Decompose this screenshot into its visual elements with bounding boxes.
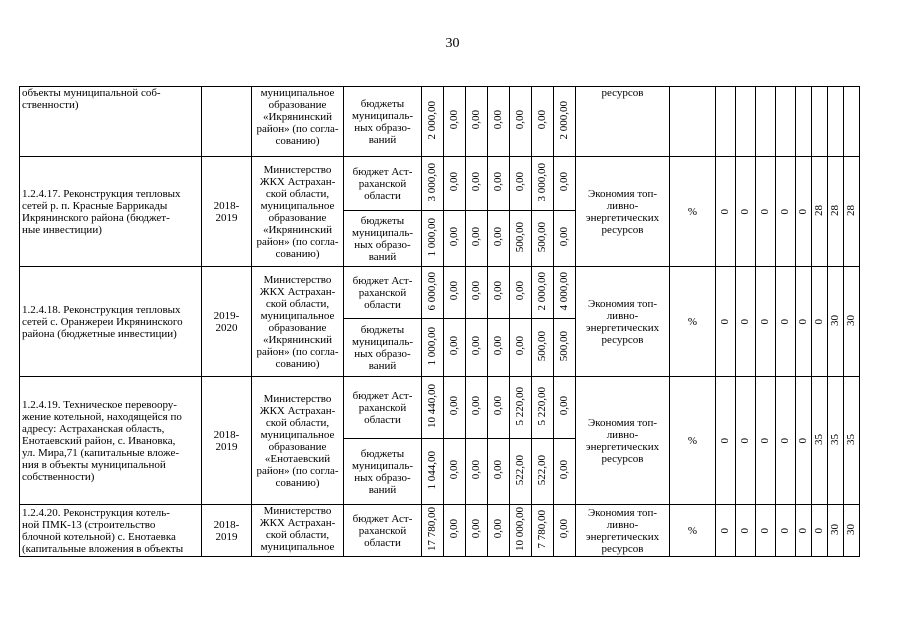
indicator-value: 0	[739, 209, 751, 215]
indicator-value: 0	[719, 438, 731, 444]
amount-value: 0,00	[470, 110, 482, 130]
amount-value-cell	[444, 211, 466, 267]
indicator-value: 35	[813, 433, 825, 445]
funding-source: бюджеты муниципаль- ных образо- ваний	[344, 87, 422, 157]
indicator-value: 0	[779, 319, 791, 325]
implementation-years	[202, 87, 252, 157]
indicator-value-cell	[736, 87, 756, 157]
amount-value: 522,00	[514, 454, 526, 486]
executor: Министерство ЖКХ Астрахан- ской области, муниципальное образование «Икрянинский район» (по согла- сованию)	[252, 157, 344, 267]
indicator-value: 35	[829, 433, 841, 445]
measure-name: 1.2.4.20. Реконструкция котель- ной ПМК-13 (строительство блочной котельной) с. Енотаевка (капитальные вложения в объекты	[20, 505, 202, 557]
indicator-value-cell	[796, 87, 812, 157]
measure-name: объекты муниципальной соб- ственности)	[20, 87, 202, 157]
amount-value: 0,00	[470, 281, 482, 301]
indicator-value-cell	[828, 377, 844, 505]
indicator-unit: %	[670, 505, 716, 557]
indicator-value-cell	[844, 87, 860, 157]
indicator-value-cell	[736, 157, 756, 267]
amount-value: 0,00	[514, 336, 526, 356]
indicator-unit: %	[670, 377, 716, 505]
amount-value: 0,00	[492, 460, 504, 480]
amount-value-cell	[510, 377, 532, 439]
indicator-value-cell	[776, 157, 796, 267]
indicator-value: 0	[797, 438, 809, 444]
amount-value-cell	[554, 377, 576, 439]
amount-value: 3 000,00	[426, 162, 438, 202]
amount-value-cell	[532, 87, 554, 157]
indicator-name: ресурсов	[576, 87, 670, 157]
indicator-value-cell	[796, 157, 812, 267]
indicator-value: 0	[739, 438, 751, 444]
funding-source: бюджет Аст- раханской области	[344, 377, 422, 439]
indicator-value: 30	[829, 314, 841, 326]
indicator-name: Экономия топ- ливно- энергетических ресурсов	[576, 377, 670, 505]
amount-value-cell	[510, 505, 532, 557]
indicator-value-cell	[812, 87, 828, 157]
funding-source: бюджет Аст- раханской области	[344, 157, 422, 211]
amount-value-cell	[466, 87, 488, 157]
amount-value: 0,00	[448, 172, 460, 192]
indicator-unit: %	[670, 157, 716, 267]
amount-value: 1 044,00	[426, 450, 438, 490]
amount-value: 500,00	[536, 330, 548, 362]
amount-value-cell	[532, 267, 554, 319]
amount-value-cell	[510, 267, 532, 319]
amount-value: 0,00	[558, 396, 570, 416]
funding-source: бюджеты муниципаль- ных образо- ваний	[344, 439, 422, 505]
amount-value: 0,00	[470, 172, 482, 192]
indicator-value: 28	[813, 204, 825, 216]
indicator-value-cell	[716, 267, 736, 377]
indicator-name: Экономия топ- ливно- энергетических ресурсов	[576, 267, 670, 377]
amount-value: 3 000,00	[536, 162, 548, 202]
indicator-value: 30	[845, 523, 857, 535]
amount-value-cell	[532, 157, 554, 211]
amount-value: 0,00	[470, 396, 482, 416]
amount-value: 0,00	[470, 336, 482, 356]
indicator-value-cell	[844, 267, 860, 377]
implementation-years: 2019- 2020	[202, 267, 252, 377]
amount-value-cell	[532, 377, 554, 439]
indicator-value-cell	[844, 505, 860, 557]
indicator-value: 0	[759, 528, 771, 534]
amount-value-cell	[488, 157, 510, 211]
amount-value-cell	[488, 377, 510, 439]
indicator-value-cell	[828, 87, 844, 157]
indicator-value: 0	[779, 438, 791, 444]
amount-value-cell	[422, 505, 444, 557]
amount-value-cell	[466, 267, 488, 319]
implementation-years: 2018- 2019	[202, 377, 252, 505]
amount-value: 0,00	[470, 227, 482, 247]
amount-value-cell	[488, 439, 510, 505]
amount-value: 0,00	[492, 110, 504, 130]
indicator-value-cell	[736, 267, 756, 377]
amount-value: 2 000,00	[536, 271, 548, 311]
amount-value: 500,00	[536, 221, 548, 253]
indicator-value: 0	[759, 438, 771, 444]
indicator-value: 0	[759, 319, 771, 325]
amount-value-cell	[444, 157, 466, 211]
amount-value-cell	[444, 505, 466, 557]
amount-value-cell	[466, 319, 488, 377]
amount-value: 500,00	[514, 221, 526, 253]
page-number: 30	[445, 36, 460, 51]
indicator-unit: %	[670, 267, 716, 377]
indicator-value-cell	[716, 157, 736, 267]
indicator-value-cell	[776, 505, 796, 557]
indicator-value-cell	[736, 377, 756, 505]
amount-value-cell	[488, 505, 510, 557]
amount-value: 0,00	[448, 396, 460, 416]
amount-value-cell	[554, 87, 576, 157]
indicator-value-cell	[756, 87, 776, 157]
amount-value: 6 000,00	[426, 271, 438, 311]
amount-value-cell	[488, 211, 510, 267]
amount-value-cell	[554, 439, 576, 505]
amount-value: 0,00	[492, 519, 504, 539]
indicator-value-cell	[812, 267, 828, 377]
indicator-value: 0	[813, 528, 825, 534]
indicator-value: 0	[759, 209, 771, 215]
amount-value: 500,00	[558, 330, 570, 362]
table-row	[20, 87, 860, 157]
amount-value: 0,00	[492, 336, 504, 356]
amount-value-cell	[422, 377, 444, 439]
indicator-value-cell	[756, 377, 776, 505]
amount-value: 2 000,00	[558, 100, 570, 140]
executor: муниципальное образование «Икрянинский район» (по согла- сованию)	[252, 87, 344, 157]
amount-value: 17 780,00	[426, 507, 438, 551]
amount-value-cell	[510, 87, 532, 157]
amount-value-cell	[444, 439, 466, 505]
indicator-value-cell	[776, 377, 796, 505]
amount-value-cell	[510, 319, 532, 377]
indicator-value-cell	[828, 157, 844, 267]
indicator-value: 30	[845, 314, 857, 326]
indicator-value: 0	[779, 528, 791, 534]
program-table	[19, 86, 860, 557]
indicator-value-cell	[716, 87, 736, 157]
amount-value: 0,00	[492, 227, 504, 247]
amount-value-cell	[422, 319, 444, 377]
amount-value: 0,00	[448, 227, 460, 247]
indicator-value-cell	[812, 377, 828, 505]
amount-value-cell	[422, 157, 444, 211]
indicator-value-cell	[756, 505, 776, 557]
indicator-value: 0	[739, 319, 751, 325]
amount-value-cell	[532, 505, 554, 557]
amount-value: 7 780,00	[536, 509, 548, 549]
indicator-value-cell	[716, 505, 736, 557]
implementation-years: 2018- 2019	[202, 157, 252, 267]
amount-value: 0,00	[448, 460, 460, 480]
amount-value-cell	[466, 505, 488, 557]
indicator-value-cell	[716, 377, 736, 505]
indicator-value: 28	[829, 204, 841, 216]
amount-value-cell	[554, 505, 576, 557]
indicator-value: 0	[813, 319, 825, 325]
amount-value: 0,00	[514, 281, 526, 301]
amount-value-cell	[554, 211, 576, 267]
amount-value-cell	[554, 157, 576, 211]
measure-name: 1.2.4.17. Реконструкция тепловых сетей р. п. Красные Баррикады Икрянинского района (бюджет- ные инвестиции)	[20, 157, 202, 267]
amount-value-cell	[466, 157, 488, 211]
indicator-value-cell	[812, 157, 828, 267]
amount-value: 0,00	[448, 110, 460, 130]
amount-value-cell	[422, 439, 444, 505]
measure-name: 1.2.4.19. Техническое перевоору- жение котельной, находящейся по адресу: Астраханская область, Енотаевский район, с. Ивановка, ул. Мира,71 (капитальные вложе- ния в объекты муниципальной собственности)	[20, 377, 202, 505]
amount-value: 0,00	[448, 519, 460, 539]
amount-value: 0,00	[448, 336, 460, 356]
indicator-value-cell	[776, 267, 796, 377]
indicator-value-cell	[828, 267, 844, 377]
amount-value: 4 000,00	[558, 271, 570, 311]
implementation-years: 2018- 2019	[202, 505, 252, 557]
amount-value: 0,00	[558, 460, 570, 480]
table-row	[20, 377, 860, 439]
indicator-value: 30	[829, 523, 841, 535]
amount-value: 0,00	[558, 172, 570, 192]
amount-value-cell	[466, 377, 488, 439]
table-row	[20, 157, 860, 211]
measure-name: 1.2.4.18. Реконструкция тепловых сетей с. Оранжереи Икрянинского района (бюджетные инвестиции)	[20, 267, 202, 377]
amount-value: 0,00	[536, 110, 548, 130]
indicator-value: 0	[797, 209, 809, 215]
indicator-value-cell	[756, 157, 776, 267]
executor: Министерство ЖКХ Астрахан- ской области, муниципальное образование «Енотаевский район» (по согла- сованию)	[252, 377, 344, 505]
table-row	[20, 267, 860, 319]
amount-value: 5 220,00	[536, 386, 548, 426]
amount-value: 0,00	[448, 281, 460, 301]
amount-value: 0,00	[558, 227, 570, 247]
amount-value: 0,00	[470, 519, 482, 539]
amount-value-cell	[444, 87, 466, 157]
indicator-value: 0	[719, 528, 731, 534]
amount-value-cell	[488, 267, 510, 319]
indicator-value-cell	[812, 505, 828, 557]
amount-value-cell	[488, 87, 510, 157]
amount-value-cell	[444, 377, 466, 439]
amount-value: 0,00	[492, 396, 504, 416]
amount-value: 0,00	[492, 281, 504, 301]
funding-source: бюджет Аст- раханской области	[344, 505, 422, 557]
amount-value-cell	[444, 319, 466, 377]
amount-value-cell	[510, 211, 532, 267]
funding-source: бюджеты муниципаль- ных образо- ваний	[344, 319, 422, 377]
amount-value: 10 000,00	[514, 507, 526, 551]
amount-value-cell	[510, 439, 532, 505]
amount-value-cell	[422, 267, 444, 319]
indicator-value-cell	[796, 267, 812, 377]
amount-value: 0,00	[470, 460, 482, 480]
amount-value-cell	[532, 439, 554, 505]
amount-value-cell	[466, 211, 488, 267]
amount-value-cell	[488, 319, 510, 377]
indicator-value: 0	[719, 319, 731, 325]
amount-value-cell	[532, 319, 554, 377]
funding-source: бюджет Аст- раханской области	[344, 267, 422, 319]
executor: Министерство ЖКХ Астрахан- ской области, муниципальное	[252, 505, 344, 557]
indicator-value-cell	[844, 157, 860, 267]
amount-value-cell	[510, 157, 532, 211]
indicator-value-cell	[828, 505, 844, 557]
indicator-value: 35	[845, 433, 857, 445]
amount-value: 0,00	[514, 110, 526, 130]
amount-value: 10 440,00	[426, 384, 438, 428]
amount-value: 0,00	[558, 519, 570, 539]
amount-value: 0,00	[514, 172, 526, 192]
indicator-name: Экономия топ- ливно- энергетических ресурсов	[576, 505, 670, 557]
indicator-value: 28	[845, 204, 857, 216]
amount-value-cell	[444, 267, 466, 319]
amount-value-cell	[532, 211, 554, 267]
amount-value: 5 220,00	[514, 386, 526, 426]
amount-value: 2 000,00	[426, 100, 438, 140]
amount-value-cell	[554, 267, 576, 319]
indicator-name: Экономия топ- ливно- энергетических ресурсов	[576, 157, 670, 267]
indicator-value-cell	[756, 267, 776, 377]
indicator-value: 0	[739, 528, 751, 534]
indicator-value-cell	[796, 505, 812, 557]
amount-value: 522,00	[536, 454, 548, 486]
amount-value: 1 000,00	[426, 217, 438, 257]
amount-value-cell	[554, 319, 576, 377]
amount-value: 0,00	[492, 172, 504, 192]
indicator-value: 0	[779, 209, 791, 215]
indicator-value-cell	[844, 377, 860, 505]
amount-value-cell	[466, 439, 488, 505]
table-row	[20, 505, 860, 557]
indicator-value: 0	[797, 528, 809, 534]
amount-value-cell	[422, 87, 444, 157]
indicator-unit	[670, 87, 716, 157]
funding-source: бюджеты муниципаль- ных образо- ваний	[344, 211, 422, 267]
amount-value-cell	[422, 211, 444, 267]
amount-value: 1 000,00	[426, 326, 438, 366]
executor: Министерство ЖКХ Астрахан- ской области, муниципальное образование «Икрянинский район» (по согла- сованию)	[252, 267, 344, 377]
indicator-value: 0	[719, 209, 731, 215]
indicator-value-cell	[796, 377, 812, 505]
indicator-value-cell	[776, 87, 796, 157]
indicator-value-cell	[736, 505, 756, 557]
indicator-value: 0	[797, 319, 809, 325]
